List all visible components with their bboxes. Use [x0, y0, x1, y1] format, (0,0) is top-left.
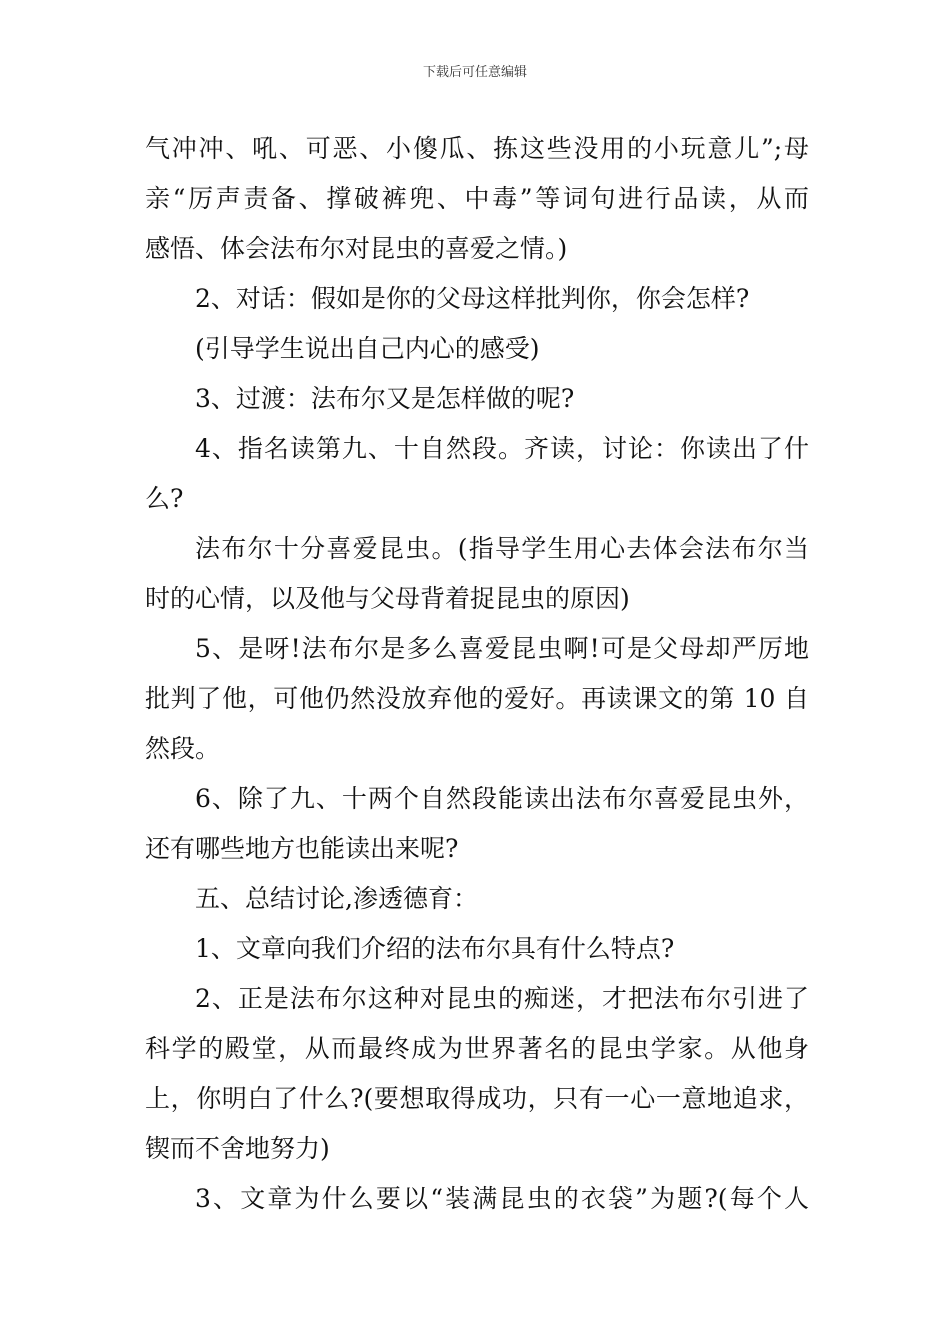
text-line: 批判了他，可他仍然没放弃他的爱好。再读课文的第 10 自 [145, 684, 809, 713]
text-line: 感悟、体会法布尔对昆虫的喜爱之情。) [145, 234, 568, 263]
text-line: (引导学生说出自己内心的感受) [195, 334, 540, 363]
text-line: 3、过渡：法布尔又是怎样做的呢? [195, 384, 575, 413]
text-line: 时的心情，以及他与父母背着捉昆虫的原因) [145, 584, 630, 613]
text-line: 么? [145, 484, 184, 513]
text-line: 五、总结讨论,渗透德育： [195, 884, 478, 913]
text-line: 2、对话：假如是你的父母这样批判你，你会怎样? [195, 284, 750, 313]
text-line: 4、指名读第九、十自然段。齐读，讨论：你读出了什 [195, 434, 809, 463]
text-line: 1、文章向我们介绍的法布尔具有什么特点? [195, 934, 675, 963]
text-line: 上，你明白了什么?(要想取得成功，只有一心一意地追求， [145, 1084, 809, 1113]
text-line: 法布尔十分喜爱昆虫。(指导学生用心去体会法布尔当 [195, 534, 809, 563]
text-line: 亲“厉声责备、撑破裤兜、中毒”等词句进行品读，从而 [145, 184, 809, 213]
page-header: 下载后可任意编辑 [422, 65, 527, 80]
document-body [145, 124, 809, 1224]
text-line: 6、除了九、十两个自然段能读出法布尔喜爱昆虫外， [195, 784, 809, 813]
text-line: 5、是呀!法布尔是多么喜爱昆虫啊!可是父母却严厉地 [195, 634, 809, 663]
text-line: 科学的殿堂，从而最终成为世界著名的昆虫学家。从他身 [145, 1034, 809, 1063]
text-line: 3、文章为什么要以“装满昆虫的衣袋”为题?(每个人 [195, 1184, 809, 1213]
text-line: 锲而不舍地努力) [145, 1134, 330, 1163]
text-line: 2、正是法布尔这种对昆虫的痴迷，才把法布尔引进了 [195, 984, 809, 1013]
text-line: 气冲冲、吼、可恶、小傻瓜、拣这些没用的小玩意儿”;母 [145, 134, 809, 163]
text-line: 还有哪些地方也能读出来呢? [145, 834, 459, 863]
text-line: 然段。 [145, 734, 221, 763]
